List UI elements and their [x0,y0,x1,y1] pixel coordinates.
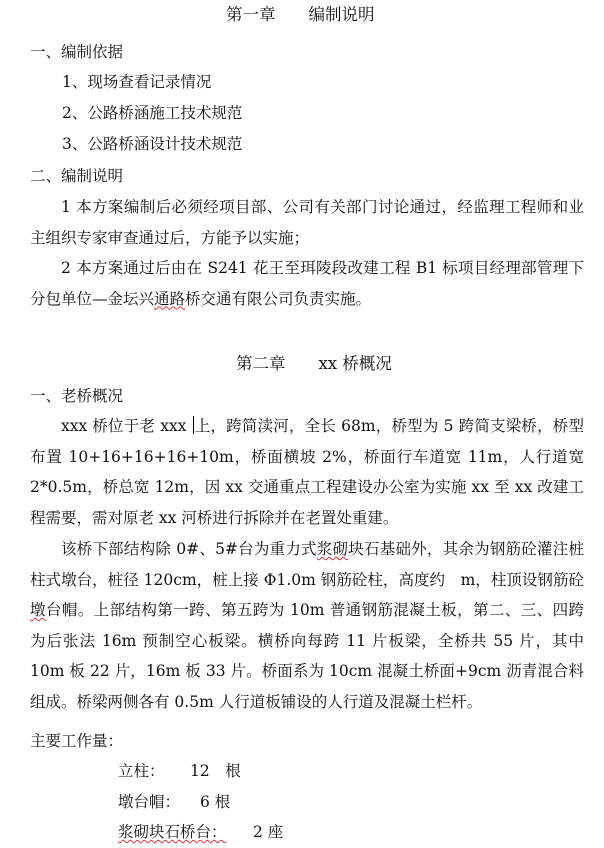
basis-item-1: 1、现场查看记录情况 [62,73,212,91]
old-bridge-paragraph-1-text-b: 上，跨简渎河，全长 68m，桥型为 5 跨简支梁桥，桥型布置 10+16+16+16+10m，桥面横坡 2%，桥面行车道宽 11m，人行道宽 2*0.5m，桥总宽 12m，因 xx 交通重点工程建设办公室为实施 xx 至 xx 改建工程需要，需对原老 xx 河桥进行拆除并在老置处重建。 [30,417,584,527]
workload-item-name: 浆砌块石桥台： [118,823,227,841]
spellcheck-underline: 墩 [30,601,46,619]
workload-heading: 主要工作量： [30,732,124,750]
workload-item-qty: 2 座 [253,823,284,841]
workload-item-qty: 12 根 [190,762,241,780]
basis-item-3: 3、公路桥涵设计技术规范 [62,135,243,153]
section-heading-basis: 一、编制依据 [30,43,124,61]
explanation-paragraph-1 [30,192,584,253]
explanation-paragraph-2 [30,253,584,314]
spellcheck-underline: 浆砌 [316,540,349,558]
explanation-paragraph-2-text-a: 2 本方案通过后由在 S241 花王至珥陵段改建工程 B1 标项目经理部管理下分包单位—金坛兴 [30,259,584,308]
section-heading-explanation: 二、编制说明 [30,167,124,185]
old-bridge-paragraph-1 [30,411,584,533]
workload-item-qty: 6 根 [200,793,231,811]
old-bridge-paragraph-2-text-a: 该桥下部结构除 0#、5#台为重力式 [61,540,317,558]
explanation-paragraph-1-text: 1 本方案编制后必须经项目部、公司有关部门讨论通过，经监理工程师和业主组织专家审查通过后，方能予以实施； [30,198,584,247]
old-bridge-paragraph-1-text-a: xxx 桥位于老 xxx [61,417,192,435]
text-cursor [193,416,194,434]
old-bridge-paragraph-2 [30,534,584,717]
workload-item-name: 墩台帽： [118,793,181,811]
explanation-paragraph-2-text-b: 桥交通有限公司负责实施。 [185,289,372,308]
workload-item-name: 立柱： [118,762,165,780]
old-bridge-paragraph-2-text-c: 台帽。上部结构第一跨、第五跨为 10m 普通钢筋混凝土板，第二、三、四跨为后张法 16m 预制空心板梁。横桥向每跨 11 片板梁，全桥共 55 片，其中 10m 板 22 片，16m 板 33 片。桥面系为 10cm 混凝土桥面+9cm 沥青混合料组成。桥梁两侧各有 0.5m 人行道板铺设的人行道及混凝土栏杆。 [30,601,584,711]
section-heading-old-bridge: 一、老桥概况 [30,387,124,405]
chapter2-title: 第二章 xx 桥概况 [236,354,392,373]
chapter1-title: 第一章 编制说明 [226,5,375,24]
spellcheck-underline: 通路 [154,289,186,308]
old-bridge-paragraph-2-text-b: 块石基础外，其余为钢筋砼灌注桩柱式墩台，桩径 120cm，桩上接 Φ1.0m 钢筋砼柱，高度约 m，柱顶设钢筋砼 [30,540,584,589]
basis-item-2: 2、公路桥涵施工技术规范 [62,104,243,122]
